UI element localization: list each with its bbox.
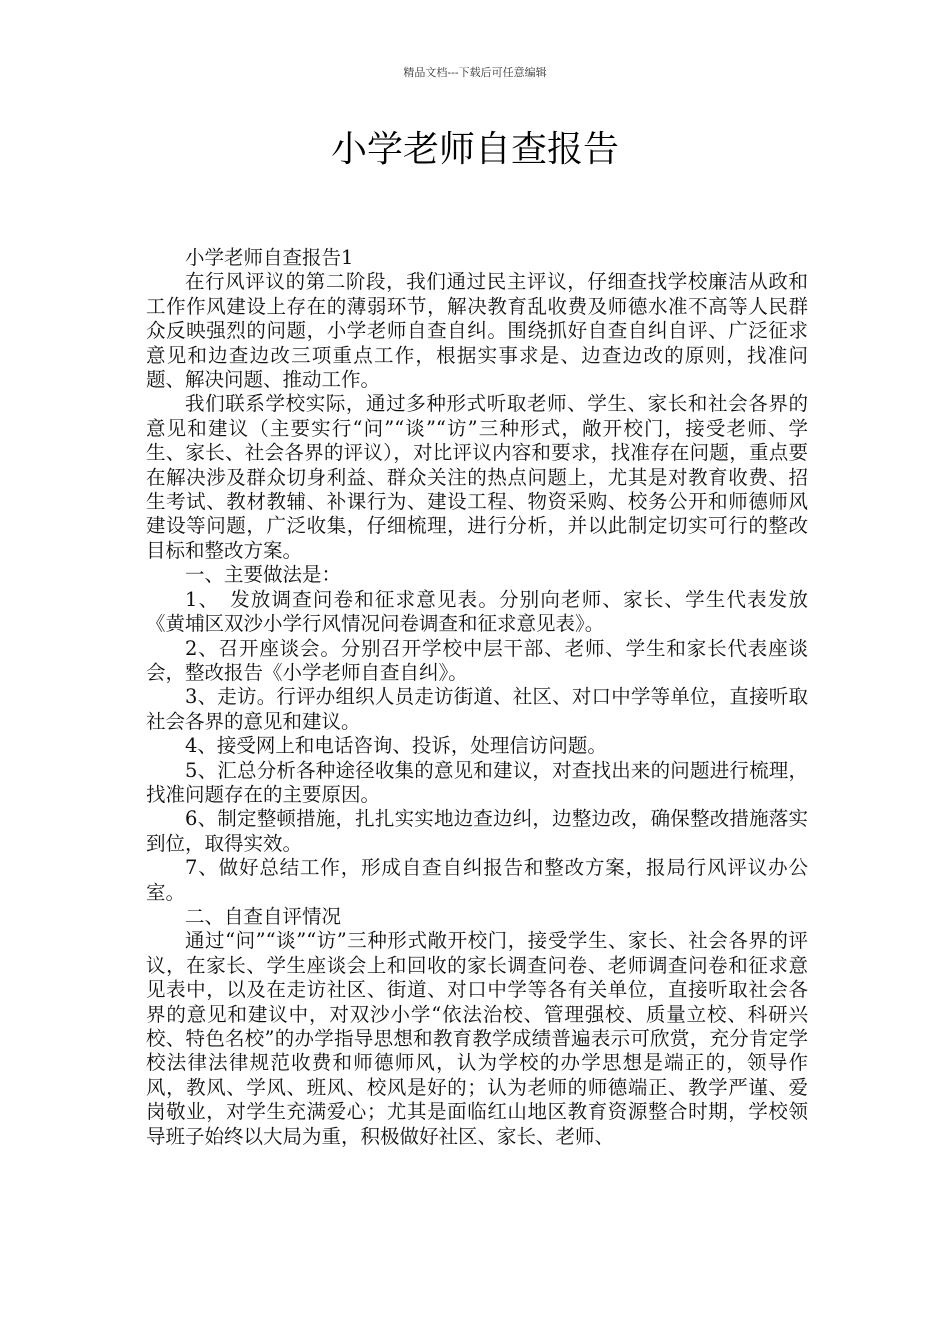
page-header-note: 精品文档---下载后可任意编辑 xyxy=(403,66,547,79)
list-item: 2、召开座谈会。分别召开学校中层干部、老师、学生和家长代表座谈会，整改报告《小学老师自查自纠》。 xyxy=(146,636,808,684)
list-item: 6、制定整顿措施，扎扎实实地边查边纠，边整边改，确保整改措施落实到位，取得实效。 xyxy=(146,807,808,855)
list-item: 5、汇总分析各种途径收集的意见和建议，对查找出来的问题进行梳理，找准问题存在的主要原因。 xyxy=(146,758,808,806)
body-paragraph: 我们联系学校实际，通过多种形式听取老师、学生、家长和社会各界的意见和建议（主要实行“问”“谈”“访”三种形式，敞开校门，接受老师、学生、家长、社会各界的评议），对比评议内容和要求，找准存在问题，重点要在解决涉及群众切身利益、群众关注的热点问题上，尤其是对教育收费、招生考试、教材教辅、补课行为、建设工程、物资采购、校务公开和师德师风建设等问题，广泛收集，仔细梳理，进行分析，并以此制定切实可行的整改目标和整改方案。 xyxy=(146,392,808,562)
section-heading-self-evaluation: 二、自查自评情况 xyxy=(185,904,342,928)
list-item: 7、做好总结工作，形成自查自纠报告和整改方案，报局行风评议办公室。 xyxy=(146,856,808,904)
document-body xyxy=(146,246,808,1149)
section-heading-main-methods: 一、主要做法是： xyxy=(185,563,342,587)
section-heading-report-1: 小学老师自查报告1 xyxy=(185,246,354,269)
list-item: 1、 发放调查问卷和征求意见表。分别向老师、家长、学生代表发放《黄埔区双沙小学行风情况问卷调查和征求意见表》。 xyxy=(146,587,808,636)
list-item: 3、走访。行评办组织人员走访街道、社区、对口中学等单位，直接听取社会各界的意见和建议。 xyxy=(146,685,808,733)
body-paragraph: 在行风评议的第二阶段，我们通过民主评议，仔细查找学校廉洁从政和工作作风建设上存在的薄弱环节，解决教育乱收费及师德水准不高等人民群众反映强烈的问题，小学老师自查自纠。围绕抓好自查自纠自评、广泛征求意见和边查边改三项重点工作，根据实事求是、边查边改的原则，找准问题、解决问题、推动工作。 xyxy=(146,270,808,392)
list-item: 4、接受网上和电话咨询、投诉，处理信访问题。 xyxy=(185,734,607,758)
document-title: 小学老师自查报告 xyxy=(330,129,619,170)
body-paragraph: 通过“问”“谈”“访”三种形式敞开校门，接受学生、家长、社会各界的评议，在家长、学生座谈会上和回收的家长调查问卷、老师调查问卷和征求意见表中，以及在走访社区、街道、对口中学等各有关单位，直接听取社会各界的意见和建议中，对双沙小学“依法治校、管理强校、质量立校、科研兴校、特色名校”的办学指导思想和教育教学成绩普遍表示可欣赏，充分肯定学校法律法律规范收费和师德师风，认为学校的办学思想是端正的，领导作风，教风、学风、班风、校风是好的；认为老师的师德端正、教学严谨、爱岗敬业，对学生充满爱心；尤其是面临红山地区教育资源整合时期，学校领导班子始终以大局为重，积极做好社区、家长、老师、 xyxy=(146,929,808,1148)
